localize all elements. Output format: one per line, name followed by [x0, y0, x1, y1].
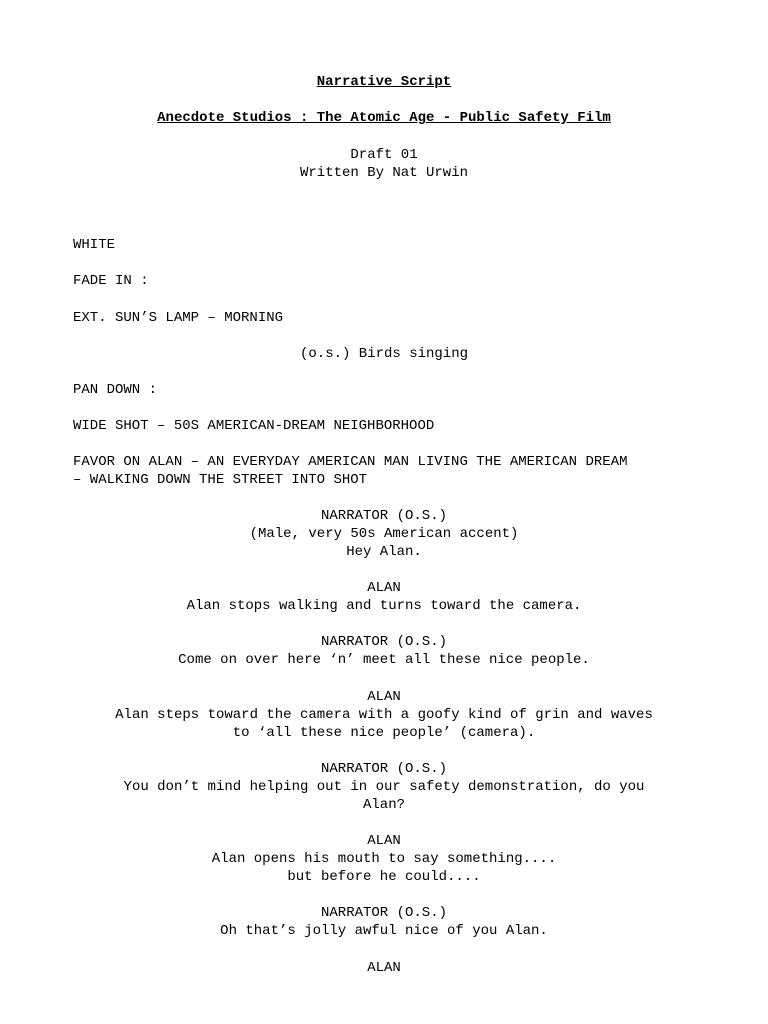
transition-fade-in: FADE IN : [73, 273, 149, 289]
character-name: NARRATOR (O.S.) [320, 634, 448, 650]
dialogue-line: Alan? [362, 797, 405, 813]
author-credit: Written By Nat Urwin [299, 165, 469, 181]
dialogue-line: to ‘all these nice people’ (camera). [232, 725, 536, 741]
dialogue-line: You don’t mind helping out in our safety demonstration, do you [123, 779, 645, 795]
dialogue-line: Alan steps toward the camera with a goofy kind of grin and waves [115, 707, 653, 723]
dialogue-line: Alan opens his mouth to say something.... [211, 851, 557, 867]
action-line-1: FAVOR ON ALAN – AN EVERYDAY AMERICAN MAN LIVING THE AMERICAN DREAM [73, 454, 628, 470]
transition-white: WHITE [73, 237, 116, 253]
shot-description: WIDE SHOT – 50S AMERICAN-DREAM NEIGHBORHOOD [73, 418, 435, 434]
scene-heading: EXT. SUN’S LAMP – MORNING [73, 310, 284, 326]
action-line-2: – WALKING DOWN THE STREET INTO SHOT [73, 472, 368, 488]
script-title: Narrative Script [316, 74, 452, 90]
dialogue-line: Hey Alan. [346, 544, 422, 560]
character-name: ALAN [367, 960, 401, 976]
transition-pan-down: PAN DOWN : [73, 382, 158, 398]
character-name: NARRATOR (O.S.) [320, 508, 448, 524]
parenthetical: (Male, very 50s American accent) [249, 526, 519, 542]
dialogue-line: Alan stops walking and turns toward the camera. [186, 598, 582, 614]
sound-effect: (o.s.) Birds singing [299, 346, 469, 362]
character-name: NARRATOR (O.S.) [320, 905, 448, 921]
script-subtitle: Anecdote Studios : The Atomic Age - Public Safety Film [157, 110, 611, 126]
dialogue-line: but before he could.... [287, 869, 481, 885]
character-name: NARRATOR (O.S.) [320, 761, 448, 777]
character-name: ALAN [367, 833, 401, 849]
character-name: ALAN [367, 580, 401, 596]
dialogue-line: Come on over here ‘n’ meet all these nice people. [178, 652, 590, 668]
character-name: ALAN [367, 689, 401, 705]
draft-number: Draft 01 [350, 147, 418, 163]
dialogue-line: Oh that’s jolly awful nice of you Alan. [220, 923, 548, 939]
